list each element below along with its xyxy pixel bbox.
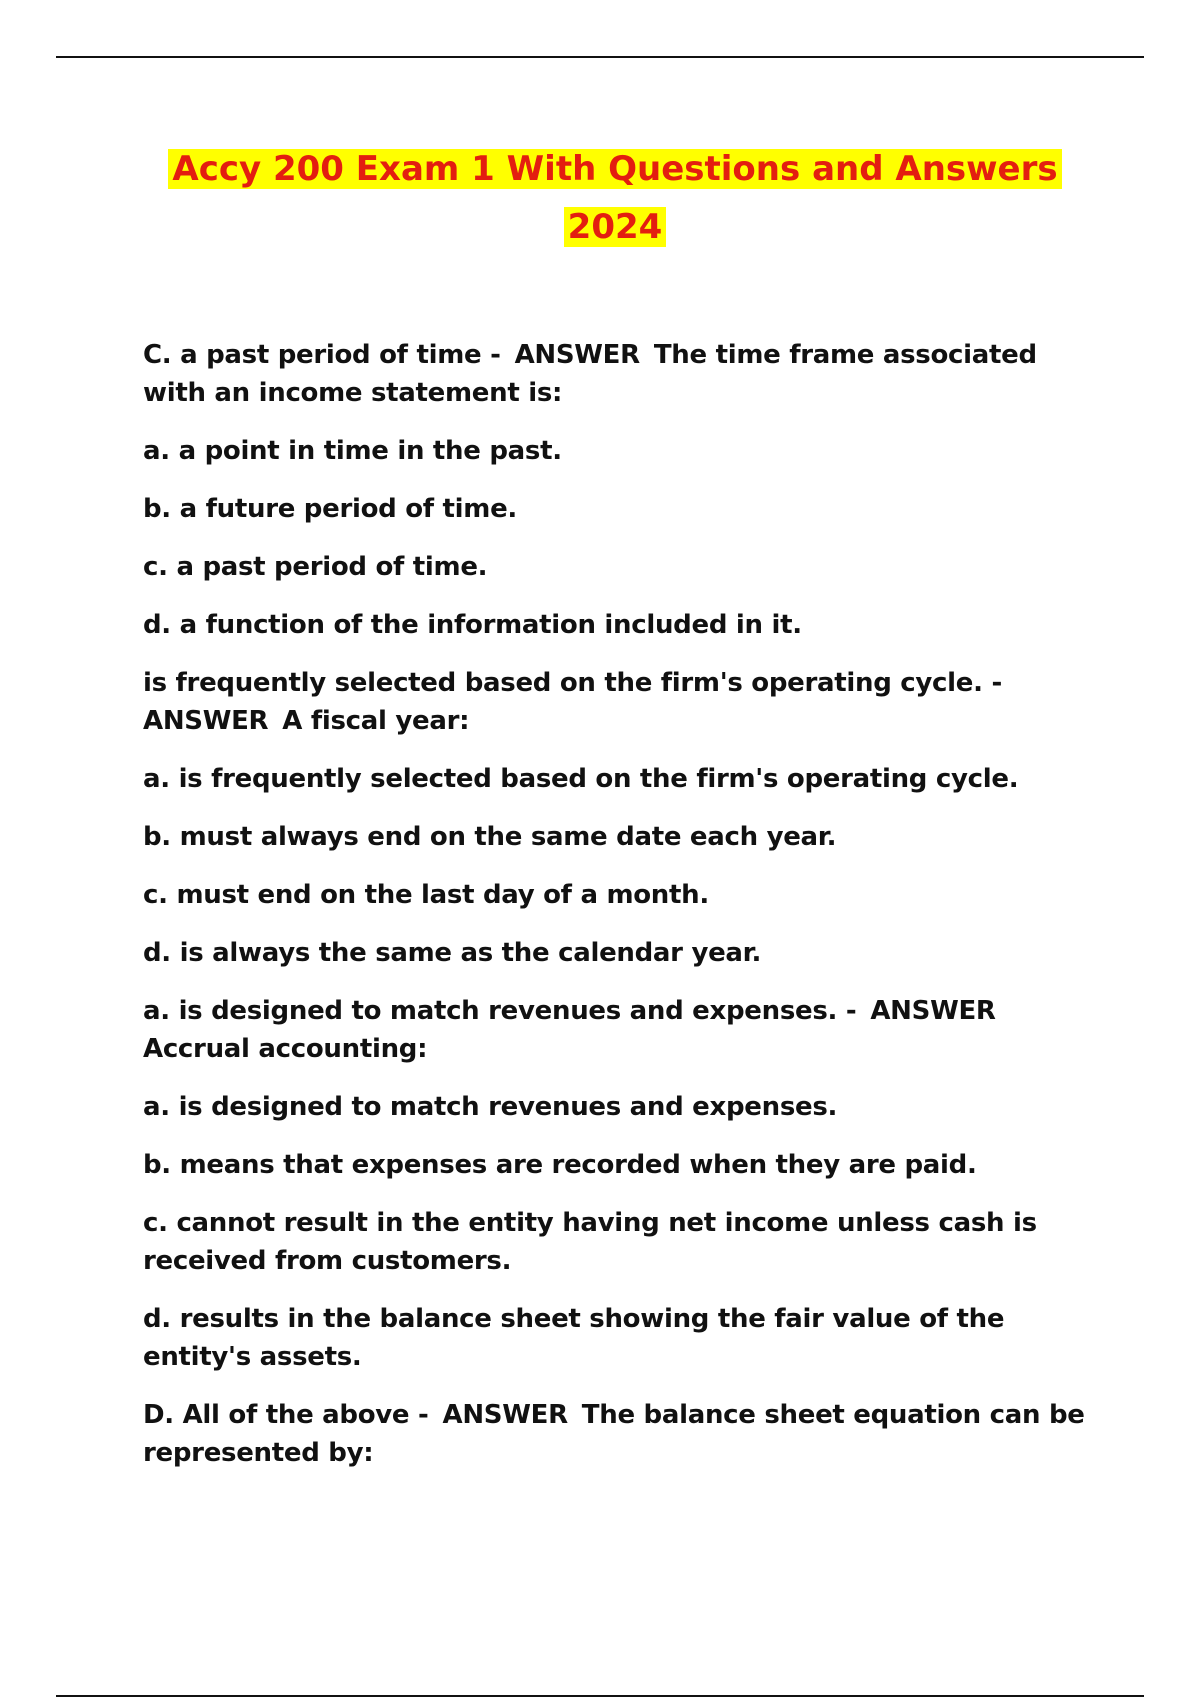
question-2-option-a: a. is frequently selected based on the firm's operating cycle. [143, 764, 1019, 794]
question-3-answer: a. is designed to match revenues and expenses. - [143, 996, 857, 1026]
question-2-answer: is frequently selected based on the firm's operating cycle. - [143, 668, 1002, 698]
question-2-text: A fiscal year: [282, 706, 470, 736]
question-3-text: Accrual accounting: [143, 1034, 428, 1064]
question-3-answer-keyword: ANSWER [870, 996, 996, 1026]
question-3 [143, 992, 1103, 1068]
question-4-answer: D. All of the above - [143, 1400, 429, 1430]
question-1 [143, 336, 1103, 412]
question-1-option-b: b. a future period of time. [143, 494, 517, 524]
document-title-text: Accy 200 Exam 1 With Questions and Answers 2024 [168, 149, 1061, 247]
top-rule [56, 56, 1144, 58]
question-1-text: The time frame associated with an income statement is: [143, 340, 1037, 408]
question-1-answer-keyword: ANSWER [514, 340, 640, 370]
question-4-text: The balance sheet equation can be represented by: [143, 1400, 1085, 1468]
qa-content [143, 336, 1103, 1492]
bottom-rule [56, 1695, 1144, 1697]
question-1-option-c: c. a past period of time. [143, 552, 488, 582]
question-2 [143, 664, 1103, 740]
question-1-option-d: d. a function of the information included in it. [143, 610, 802, 640]
document-title [120, 140, 1110, 256]
question-3-option-b: b. means that expenses are recorded when they are paid. [143, 1150, 977, 1180]
question-3-option-d: d. results in the balance sheet showing the fair value of the entity's assets. [143, 1304, 1005, 1372]
question-4 [143, 1396, 1103, 1472]
question-2-option-d: d. is always the same as the calendar year. [143, 938, 762, 968]
question-2-answer-keyword: ANSWER [143, 706, 269, 736]
question-1-answer: C. a past period of time - [143, 340, 501, 370]
question-4-answer-keyword: ANSWER [442, 1400, 568, 1430]
question-3-option-c: c. cannot result in the entity having net income unless cash is received from customers. [143, 1208, 1037, 1276]
question-3-option-a: a. is designed to match revenues and expenses. [143, 1092, 838, 1122]
question-1-option-a: a. a point in time in the past. [143, 436, 562, 466]
question-2-option-c: c. must end on the last day of a month. [143, 880, 709, 910]
question-2-option-b: b. must always end on the same date each year. [143, 822, 837, 852]
